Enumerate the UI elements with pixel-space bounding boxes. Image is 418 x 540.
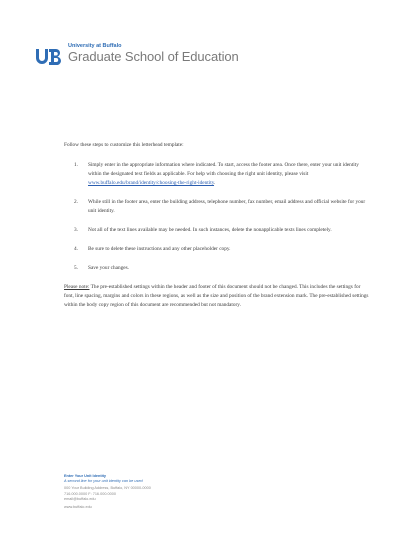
- list-item: [64, 264, 370, 273]
- step-1-text: Simply enter in the appropriate information where indicated. To start, access the footer area. Once there, enter your unit identity within the designated text fields as applicable. For help with choosing the right unit identity, please visit: [88, 162, 359, 177]
- list-item: [64, 226, 370, 235]
- brand-identity-link[interactable]: www.buffalo.edu/brand/identity/choosing-the-right-identity: [88, 180, 215, 186]
- step-number: 5.: [74, 265, 78, 271]
- intro-text: Follow these steps to customize this letterhead template:: [64, 142, 184, 148]
- step-text: Save your changes.: [88, 265, 130, 271]
- step-number: 4.: [74, 246, 78, 252]
- step-text: Be sure to delete these instructions and any other placeholder copy.: [88, 246, 231, 252]
- footer-unit-identity: Enter Your Unit Identity: [64, 474, 107, 478]
- ub-logo-icon: [36, 47, 62, 65]
- step-number: 3.: [74, 227, 78, 233]
- footer-second-line: A second line for your unit identity can be used: [64, 479, 143, 484]
- instructions-body: [64, 141, 370, 315]
- note-text: The pre-established settings within the header and footer of this document should not be changed. This includes the settings for font, line spacing, margins and colors in these regions, as well as the size and position of the brand extension mark. The pre-established settings within the body copy region of this document are recommended but not mandatory.: [64, 284, 369, 308]
- step-number: 2.: [74, 199, 78, 205]
- list-item: [64, 245, 370, 254]
- footer-website: www.buffalo.edu: [64, 505, 92, 510]
- footer-phone-fax: 716.000.0000 F: 716.000.0000: [64, 491, 116, 496]
- note-paragraph: [64, 283, 370, 310]
- list-item: [64, 161, 370, 188]
- footer-email: email@buffalo.edu: [64, 496, 96, 501]
- step-text: [88, 161, 370, 188]
- footer-address: 000 Your Building Address, Buffalo, NY 00000-0000: [64, 486, 151, 491]
- school-name: Graduate School of Education: [68, 49, 239, 64]
- step-text: While still in the footer area, enter the building address, telephone number, fax number, email address and official website for your unit identity.: [88, 199, 366, 214]
- step-number: 1.: [74, 162, 78, 168]
- steps-list: [64, 161, 370, 273]
- note-label: Please note:: [64, 284, 90, 290]
- letterhead-footer: [64, 474, 151, 510]
- step-text: Not all of the text lines available may be needed. In such instances, delete the nonapplicable texts lines completely.: [88, 227, 332, 233]
- letterhead-header: [36, 43, 239, 65]
- list-item: [64, 198, 370, 216]
- university-name: University at Buffalo: [68, 43, 122, 49]
- step-1-period: .: [214, 180, 216, 186]
